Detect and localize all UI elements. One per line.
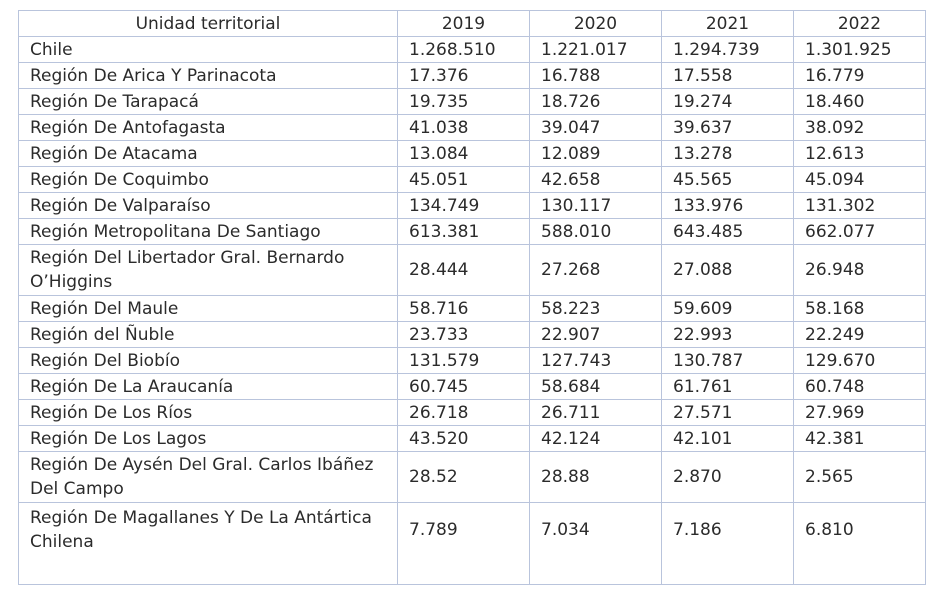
- value-cell-2019: 131.579: [398, 348, 530, 374]
- value-cell-2019: 26.718: [398, 400, 530, 426]
- value-cell-2020: 18.726: [530, 89, 662, 115]
- table-row: [19, 193, 926, 219]
- value-cell-2021: 59.609: [662, 296, 794, 322]
- region-name-cell: Región De La Araucanía: [19, 374, 398, 400]
- value-cell-2020: 39.047: [530, 115, 662, 141]
- value-cell-2022: 60.748: [794, 374, 926, 400]
- data-table: [18, 10, 926, 585]
- table-row: [19, 167, 926, 193]
- region-name-cell: Región Del Libertador Gral. Bernardo O’Higgins: [19, 245, 398, 296]
- value-cell-2019: 613.381: [398, 219, 530, 245]
- header-cell-2022: 2022: [794, 11, 926, 37]
- value-cell-2022: 18.460: [794, 89, 926, 115]
- value-cell-2021: 19.274: [662, 89, 794, 115]
- value-cell-2019: 7.789: [398, 503, 530, 585]
- value-cell-2021: 130.787: [662, 348, 794, 374]
- region-name-cell: Región De Los Lagos: [19, 426, 398, 452]
- value-cell-2021: 13.278: [662, 141, 794, 167]
- value-cell-2021: 27.571: [662, 400, 794, 426]
- header-row: [19, 11, 926, 37]
- value-cell-2021: 2.870: [662, 452, 794, 503]
- value-cell-2021: 45.565: [662, 167, 794, 193]
- region-name-cell: Región De Coquimbo: [19, 167, 398, 193]
- table-row: [19, 296, 926, 322]
- value-cell-2020: 588.010: [530, 219, 662, 245]
- table-row: [19, 426, 926, 452]
- value-cell-2020: 58.684: [530, 374, 662, 400]
- value-cell-2021: 22.993: [662, 322, 794, 348]
- value-cell-2020: 42.124: [530, 426, 662, 452]
- value-cell-2020: 130.117: [530, 193, 662, 219]
- table-row: [19, 374, 926, 400]
- value-cell-2022: 662.077: [794, 219, 926, 245]
- header-cell-unidad-territorial: Unidad territorial: [19, 11, 398, 37]
- table-row: [19, 37, 926, 63]
- value-cell-2020: 127.743: [530, 348, 662, 374]
- region-name-cell: Región Del Maule: [19, 296, 398, 322]
- region-name-cell: Región De Aysén Del Gral. Carlos Ibáñez Del Campo: [19, 452, 398, 503]
- value-cell-2020: 42.658: [530, 167, 662, 193]
- value-cell-2020: 7.034: [530, 503, 662, 585]
- value-cell-2019: 45.051: [398, 167, 530, 193]
- value-cell-2021: 643.485: [662, 219, 794, 245]
- value-cell-2021: 42.101: [662, 426, 794, 452]
- value-cell-2021: 27.088: [662, 245, 794, 296]
- value-cell-2022: 16.779: [794, 63, 926, 89]
- table-row: [19, 452, 926, 503]
- value-cell-2020: 28.88: [530, 452, 662, 503]
- table-row: [19, 63, 926, 89]
- header-cell-2021: 2021: [662, 11, 794, 37]
- region-name-cell: Región De Los Ríos: [19, 400, 398, 426]
- value-cell-2020: 16.788: [530, 63, 662, 89]
- region-name-cell: Región De Tarapacá: [19, 89, 398, 115]
- value-cell-2022: 129.670: [794, 348, 926, 374]
- table-row: [19, 322, 926, 348]
- value-cell-2022: 26.948: [794, 245, 926, 296]
- value-cell-2019: 1.268.510: [398, 37, 530, 63]
- region-name-cell: Región Del Biobío: [19, 348, 398, 374]
- value-cell-2022: 42.381: [794, 426, 926, 452]
- value-cell-2020: 12.089: [530, 141, 662, 167]
- value-cell-2022: 38.092: [794, 115, 926, 141]
- value-cell-2019: 17.376: [398, 63, 530, 89]
- value-cell-2020: 26.711: [530, 400, 662, 426]
- value-cell-2022: 131.302: [794, 193, 926, 219]
- value-cell-2021: 61.761: [662, 374, 794, 400]
- value-cell-2021: 17.558: [662, 63, 794, 89]
- value-cell-2022: 27.969: [794, 400, 926, 426]
- header-cell-2019: 2019: [398, 11, 530, 37]
- value-cell-2021: 7.186: [662, 503, 794, 585]
- table-row: [19, 141, 926, 167]
- table-row: [19, 348, 926, 374]
- value-cell-2019: 13.084: [398, 141, 530, 167]
- value-cell-2019: 43.520: [398, 426, 530, 452]
- value-cell-2019: 58.716: [398, 296, 530, 322]
- value-cell-2020: 1.221.017: [530, 37, 662, 63]
- value-cell-2019: 28.52: [398, 452, 530, 503]
- value-cell-2019: 60.745: [398, 374, 530, 400]
- value-cell-2022: 1.301.925: [794, 37, 926, 63]
- value-cell-2022: 6.810: [794, 503, 926, 585]
- value-cell-2022: 22.249: [794, 322, 926, 348]
- table-row: [19, 115, 926, 141]
- table-row: [19, 503, 926, 585]
- value-cell-2022: 2.565: [794, 452, 926, 503]
- header-cell-2020: 2020: [530, 11, 662, 37]
- value-cell-2020: 27.268: [530, 245, 662, 296]
- region-name-cell: Región De Arica Y Parinacota: [19, 63, 398, 89]
- region-name-cell: Región De Atacama: [19, 141, 398, 167]
- value-cell-2019: 23.733: [398, 322, 530, 348]
- value-cell-2021: 133.976: [662, 193, 794, 219]
- table-row: [19, 400, 926, 426]
- region-name-cell: Región del Ñuble: [19, 322, 398, 348]
- value-cell-2019: 28.444: [398, 245, 530, 296]
- table-row: [19, 89, 926, 115]
- region-name-cell: Región De Antofagasta: [19, 115, 398, 141]
- value-cell-2019: 134.749: [398, 193, 530, 219]
- value-cell-2021: 1.294.739: [662, 37, 794, 63]
- value-cell-2022: 12.613: [794, 141, 926, 167]
- region-name-cell: Chile: [19, 37, 398, 63]
- value-cell-2019: 19.735: [398, 89, 530, 115]
- value-cell-2019: 41.038: [398, 115, 530, 141]
- table-row: [19, 245, 926, 296]
- data-table-container: [18, 10, 924, 585]
- region-name-cell: Región De Valparaíso: [19, 193, 398, 219]
- value-cell-2020: 22.907: [530, 322, 662, 348]
- table-row: [19, 219, 926, 245]
- region-name-cell: Región De Magallanes Y De La Antártica Chilena: [19, 503, 398, 585]
- region-name-cell: Región Metropolitana De Santiago: [19, 219, 398, 245]
- value-cell-2020: 58.223: [530, 296, 662, 322]
- value-cell-2022: 45.094: [794, 167, 926, 193]
- value-cell-2021: 39.637: [662, 115, 794, 141]
- value-cell-2022: 58.168: [794, 296, 926, 322]
